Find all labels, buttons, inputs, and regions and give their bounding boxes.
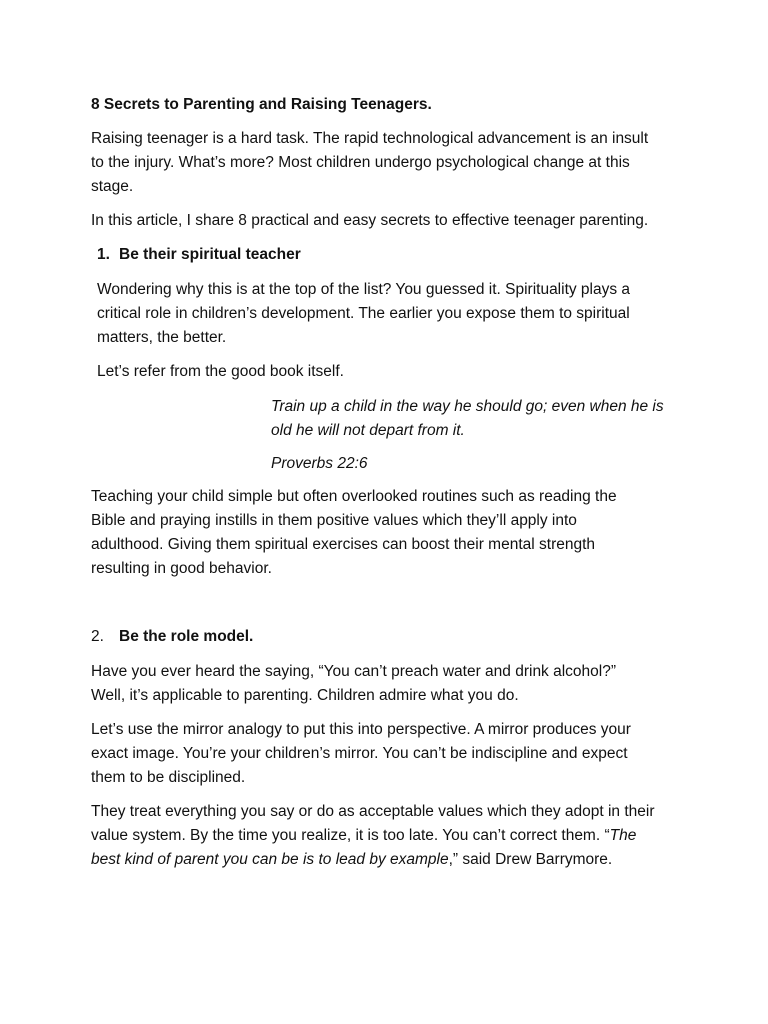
quote-reference: Proverbs 22:6: [271, 455, 368, 472]
section-1-paragraph-3: [91, 485, 617, 581]
text-run: value system. By the time you realize, it is too late. You can’t correct them. “: [91, 827, 610, 844]
section-2-heading: [91, 625, 253, 649]
text-line: Teaching your child simple but often overlooked routines such as reading the: [91, 488, 617, 505]
quote-line: Train up a child in the way he should go; even when he is: [271, 398, 664, 415]
text-line: [91, 824, 655, 848]
bible-quote: [271, 395, 664, 443]
text-line: them to be disciplined.: [91, 769, 246, 786]
document-title: 8 Secrets to Parenting and Raising Teenagers.: [91, 96, 432, 113]
text-line: [91, 848, 655, 872]
text-line: Wondering why this is at the top of the list? You guessed it. Spirituality plays a: [97, 281, 631, 298]
text-line: exact image. You’re your children’s mirror. You can’t be indiscipline and expect: [91, 745, 628, 762]
section-1-paragraph-1: [97, 278, 630, 350]
quote-run-italic: The: [609, 827, 637, 844]
text-line: resulting in good behavior.: [91, 560, 272, 577]
text-run: ,” said Drew Barrymore.: [448, 851, 613, 868]
text-line: Bible and praying instills in them positive values which they’ll apply into: [91, 512, 577, 529]
section-1-title: Be their spiritual teacher: [119, 246, 301, 263]
text-line: Raising teenager is a hard task. The rapid technological advancement is an insult: [91, 130, 649, 147]
section-2-paragraph-2: [91, 718, 631, 790]
text-line: stage.: [91, 178, 134, 195]
text-line: adulthood. Giving them spiritual exercises can boost their mental strength: [91, 536, 596, 553]
text-line: Have you ever heard the saying, “You can’t preach water and drink alcohol?”: [91, 663, 617, 680]
text-line: Let’s use the mirror analogy to put this into perspective. A mirror produces your: [91, 721, 631, 738]
section-2-paragraph-3: [91, 800, 655, 872]
text-line: to the injury. What’s more? Most children undergo psychological change at this: [91, 154, 630, 171]
text-line: critical role in children’s development. The earlier you expose them to spiritual: [97, 305, 630, 322]
section-1-heading: [97, 243, 301, 267]
section-1-number: 1.: [97, 246, 110, 263]
text-line: They treat everything you say or do as acceptable values which they adopt in their: [91, 803, 655, 820]
text-line: matters, the better.: [97, 329, 227, 346]
intro-paragraph-2: In this article, I share 8 practical and easy secrets to effective teenager parenting.: [91, 212, 649, 229]
text-line: Well, it’s applicable to parenting. Children admire what you do.: [91, 687, 519, 704]
section-2-number: 2.: [91, 628, 104, 645]
section-2-paragraph-1: [91, 660, 616, 708]
quote-run-italic: best kind of parent you can be is to lead by example: [91, 851, 449, 868]
intro-paragraph-1: [91, 127, 648, 199]
section-1-paragraph-2: Let’s refer from the good book itself.: [97, 363, 344, 380]
quote-line: old he will not depart from it.: [271, 422, 465, 439]
section-2-title: Be the role model.: [119, 628, 254, 645]
